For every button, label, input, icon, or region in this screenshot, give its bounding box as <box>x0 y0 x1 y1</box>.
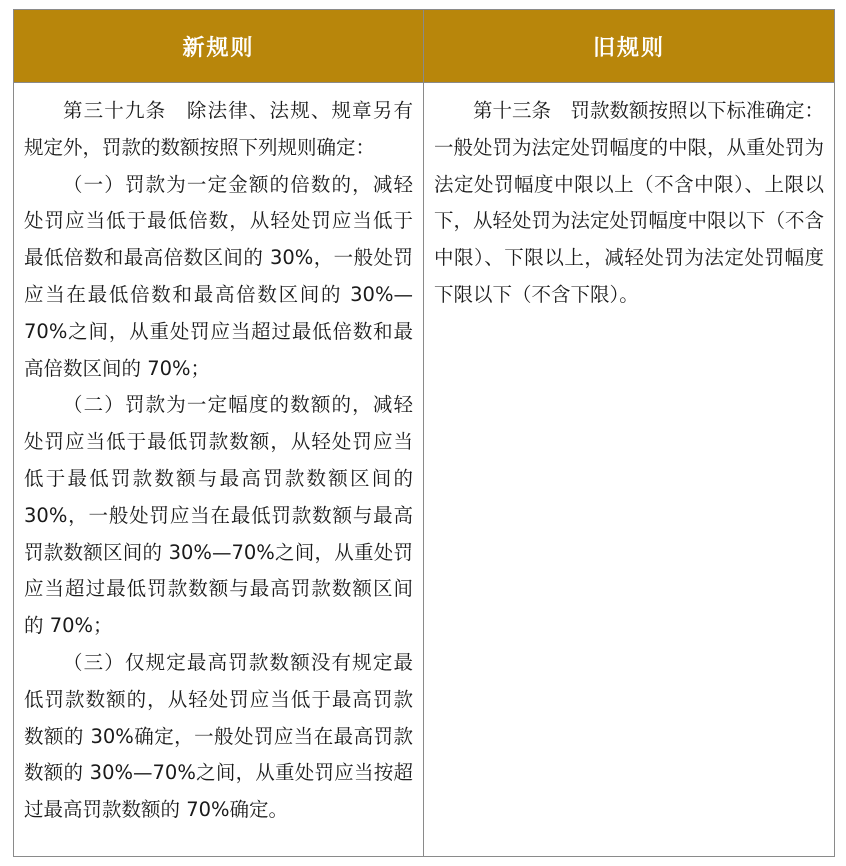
new-rule-header-label: 新规则 <box>182 34 255 61</box>
new-rule-item-1: （一）罚款为一定金额的倍数的，减轻处罚应当低于最低倍数，从轻处罚应当低于最低倍数和最高倍数区间的 30%，一般处罚应当在最低倍数和最高倍数区间的 30%—70%之间，从重处罚应当超过最低倍数和最高倍数区间的 70%； <box>24 172 413 380</box>
old-rule-column <box>424 82 834 856</box>
comparison-table <box>13 9 835 857</box>
new-rule-column <box>14 82 424 856</box>
old-rule-header-label: 旧规则 <box>592 34 665 61</box>
old-rule-header <box>424 10 834 82</box>
new-rule-header <box>14 10 424 82</box>
new-rule-item-2: （二）罚款为一定幅度的数额的，减轻处罚应当低于最低罚款数额，从轻处罚应当低于最低罚款数额与最高罚款数额区间的 30%，一般处罚应当在最低罚款数额与最高罚款数额区间的 30%—70%之间，从重处罚应当超过最低罚款数额与最高罚款数额区间的 70%； <box>24 393 413 638</box>
new-rule-item-3: （三）仅规定最高罚款数额没有规定最低罚款数额的，从轻处罚应当低于最高罚款数额的 30%确定，一般处罚应当在最高罚款数额的 30%—70%之间，从重处罚应当按超过最高罚款数额的 70%确定。 <box>24 650 413 822</box>
old-rule-article: 第十三条 罚款数额按照以下标准确定：一般处罚为法定处罚幅度的中限，从重处罚为法定处罚幅度中限以上（不含中限）、上限以下，从轻处罚为法定处罚幅度中限以下（不含中限）、下限以上，减轻处罚为法定处罚幅度下限以下（不含下限）。 <box>434 99 825 306</box>
new-rule-article: 第三十九条 除法律、法规、规章另有规定外，罚款的数额按照下列规则确定： <box>24 99 413 159</box>
